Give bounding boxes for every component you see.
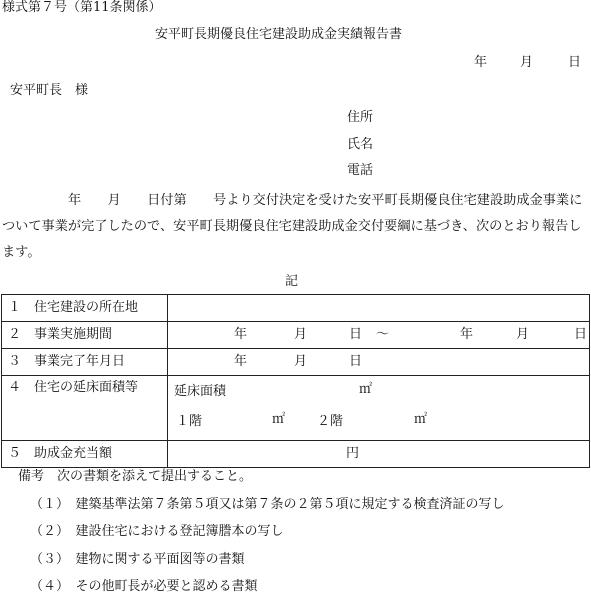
addressee: 安平町長 様 bbox=[10, 83, 89, 98]
body-text-content: 年 月 日付第 号より交付決定を受けた安平町長期優良住宅建設助成金事業について事業が完了したので、安平町長期優良住宅建設助成金交付要綱に基づき、次のとおり報告します。 bbox=[2, 193, 583, 260]
row-label-period: ２ 事業実施期間 bbox=[2, 322, 168, 349]
report-date-line bbox=[474, 55, 581, 71]
applicant-name-label: 氏名 bbox=[347, 137, 374, 152]
floor-area-field[interactable] bbox=[168, 376, 590, 441]
date-month-label: 月 bbox=[520, 55, 534, 70]
note-item: （４） その他町長が必要と認める書類 bbox=[30, 579, 258, 594]
report-table bbox=[1, 294, 590, 468]
period-start-year: 年 bbox=[234, 327, 248, 342]
total-floor-area-unit: ㎡ bbox=[359, 382, 373, 397]
row-label-floor-area: ４ 住宅の延床面積等 bbox=[2, 376, 168, 441]
table-row bbox=[2, 322, 590, 349]
period-end-year: 年 bbox=[460, 327, 474, 342]
floor1-label: １階 bbox=[176, 414, 203, 429]
table-row bbox=[2, 441, 590, 468]
date-year-label: 年 bbox=[474, 55, 488, 70]
applicant-phone-label: 電話 bbox=[347, 163, 374, 178]
table-row bbox=[2, 376, 590, 441]
floor1-unit: ㎡ bbox=[272, 412, 286, 427]
completion-year: 年 bbox=[234, 354, 248, 369]
ki-heading: 記 bbox=[285, 274, 299, 289]
row-label-completion-date: ３ 事業完了年月日 bbox=[2, 349, 168, 376]
completion-day: 日 bbox=[349, 354, 363, 369]
row-label-location: １ 住宅建設の所在地 bbox=[2, 295, 168, 322]
period-end-month: 月 bbox=[516, 327, 530, 342]
completion-date-field[interactable] bbox=[168, 349, 590, 376]
applicant-address-label: 住所 bbox=[347, 110, 374, 125]
table-row bbox=[2, 295, 590, 322]
location-field[interactable] bbox=[168, 295, 590, 322]
period-tilde: ～ bbox=[376, 327, 390, 342]
period-end-day: 日 bbox=[574, 327, 588, 342]
period-start-month: 月 bbox=[294, 327, 308, 342]
document-title: 安平町長期優良住宅建設助成金実績報告書 bbox=[155, 27, 403, 42]
floor2-unit: ㎡ bbox=[414, 412, 428, 427]
note-item: （２） 建設住宅における登記簿謄本の写し bbox=[30, 524, 284, 539]
date-day-label: 日 bbox=[568, 55, 582, 70]
yen-unit: 円 bbox=[346, 446, 360, 461]
row-label-subsidy-amount: ５ 助成金充当額 bbox=[2, 441, 168, 468]
period-field[interactable] bbox=[168, 322, 590, 349]
total-floor-area-label: 延床面積 bbox=[174, 384, 227, 399]
report-body-text bbox=[2, 188, 587, 266]
table-row bbox=[2, 349, 590, 376]
note-item: （１） 建築基準法第７条第５項又は第７条の２第５項に規定する検査済証の写し bbox=[30, 497, 505, 512]
floor2-label: ２階 bbox=[317, 414, 344, 429]
period-start-day: 日 bbox=[349, 327, 363, 342]
subsidy-amount-field[interactable] bbox=[168, 441, 590, 468]
note-item: （３） 建物に関する平面図等の書類 bbox=[30, 552, 245, 567]
completion-month: 月 bbox=[294, 354, 308, 369]
form-label: 様式第７号（第11条関係） bbox=[2, 0, 162, 15]
notes-heading: 備考 次の書類を添えて提出すること。 bbox=[18, 469, 253, 484]
